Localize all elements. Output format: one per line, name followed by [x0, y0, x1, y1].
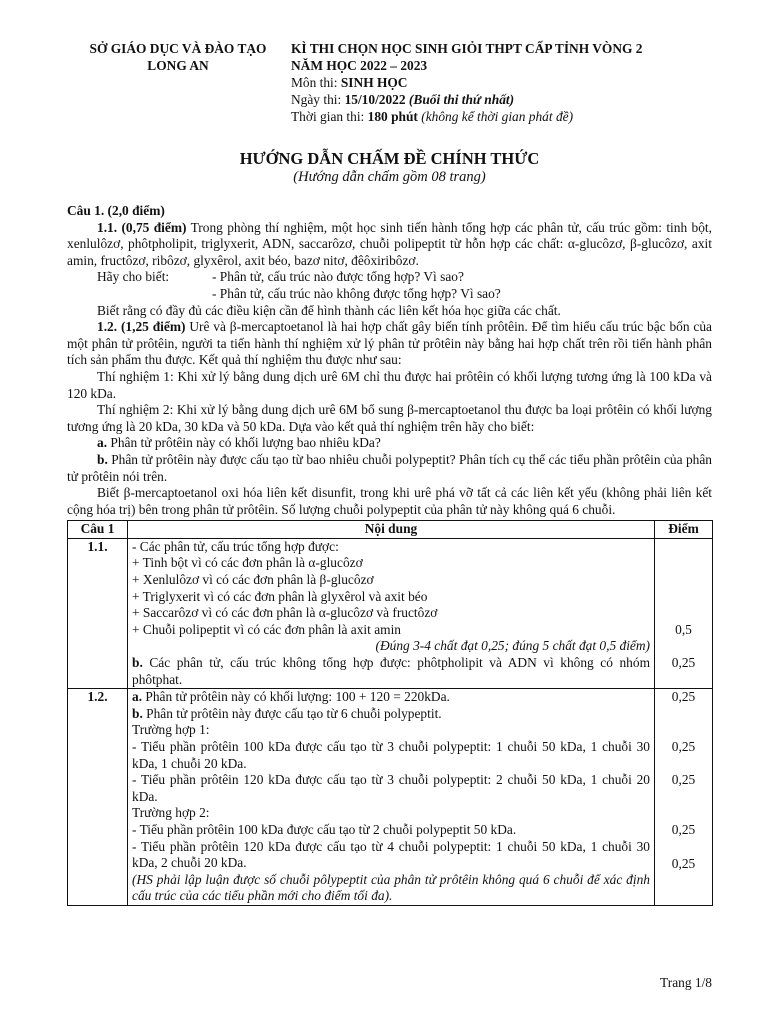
- subject: SINH HỌC: [340, 75, 408, 90]
- department-name: SỞ GIÁO DỤC VÀ ĐÀO TẠO: [89, 41, 267, 56]
- row-score: 0,5 0,25: [655, 538, 713, 688]
- question-1-2: 1.2. (1,25 điểm) Urê và β-mercaptoetanol là hai hợp chất gây biến tính prôtêin. Để tìm hiểu cấu trúc bậc bốn của một phân tử prôtêin, người ta tiến hành thí nghiệm xử lý phân tử prôtêin này bằng hai hợp chất trên rồi tiến hành phân tích sản phẩm thu được. Kết quả thí nghiệm thu được như sau:: [67, 319, 712, 368]
- duration-line: Thời gian thi: 180 phút (không kể thời gian phát đề): [291, 109, 574, 124]
- session-note: (Buổi thi thứ nhất): [405, 92, 515, 107]
- exam-date: 15/10/2022: [344, 92, 406, 107]
- table-row: [68, 689, 713, 906]
- table-header-row: [68, 521, 713, 539]
- exam-name: KÌ THI CHỌN HỌC SINH GIỎI THPT CẤP TỈNH VÒNG 2: [291, 41, 643, 56]
- document-subtitle: (Hướng dẫn chấm gồm 08 trang): [293, 169, 486, 185]
- row-content: a. Phân tử prôtêin này có khối lượng: 100 + 120 = 220kDa. b. Phân tử prôtêin này được cấu tạo từ 6 chuỗi polypeptit. Trường hợp 1: - Tiểu phần prôtêin 100 kDa được cấu tạo từ 3 chuỗi polypeptit: 1 chuỗi 50 kDa, 1 chuỗi 30 kDa, 1 chuỗi 20 kDa. - Tiểu phần prôtêin 120 kDa được cấu tạo từ 3 chuỗi polypeptit: 2 chuỗi 50 kDa, 1 chuỗi 20 kDa. Trường hợp 2: - Tiểu phần prôtêin 100 kDa được cấu tạo từ 2 chuỗi polypeptit 50 kDa. - Tiểu phần prôtêin 120 kDa được cấu tạo từ 4 chuỗi polypeptit: 1 chuỗi 50 kDa, 1 chuỗi 30 kDa, 2 chuỗi 20 kDa. (HS phải lập luận được số chuỗi pôlypeptit của phân tử prôtêin không quá 6 chuỗi để xác định cấu trúc của các tiểu phần mới cho điểm tối đa).: [128, 689, 655, 906]
- condition-note: Biết rằng có đầy đủ các điều kiện cần để hình thành các liên kết hóa học giữa các chất.: [97, 302, 561, 318]
- mercaptoetanol-note: Biết β-mercaptoetanol oxi hóa liên kết disunfit, trong khi urê phá vỡ tất cả các liên kết yếu (không phải liên kết cộng hóa trị) bên trong phân tử prôtêin. Số lượng chuỗi polypeptit của phân tử này không quá 6 chuỗi.: [67, 485, 712, 517]
- experiment-2: Thí nghiệm 2: Khi xử lý bằng dung dịch urê 6M bổ sung β-mercaptoetanol thu được ba loại prôtêin có khối lượng tương ứng là 20 kDa, 30 kDa và 50 kDa. Dựa vào kết quả thí nghiệm trên hãy cho biết:: [67, 402, 712, 434]
- col-header-content: Nội dung: [128, 521, 655, 539]
- scoring-note: (HS phải lập luận được số chuỗi pôlypeptit của phân tử prôtêin không quá 6 chuỗi để xác định cấu trúc của các tiểu phần mới cho điểm tối đa).: [132, 871, 650, 904]
- ask-block: Hãy cho biết: - Phân tử, cấu trúc nào được tổng hợp? Vì sao?: [97, 269, 464, 285]
- exam-info-block: [289, 40, 712, 125]
- page-number: Trang 1/8: [660, 975, 712, 990]
- answer-table: [67, 520, 713, 906]
- col-header-score: Điểm: [655, 521, 713, 539]
- document-header: [67, 40, 712, 125]
- row-content: - Các phân tử, cấu trúc tổng hợp được: + Tinh bột vì có các đơn phân là α-glucôzơ + Xenlulôzơ vì có các đơn phân là β-glucôzơ + Triglyxerit vì có các đơn phân là glyxêrol và axit béo + Saccarôzơ vì có các đơn phân là α-glucôzơ và fructôzơ + Chuỗi polipeptit vì có các đơn phân là axit amin (Đúng 3-4 chất đạt 0,25; đúng 5 chất đạt 0,5 điểm) b. Các phân tử, cấu trúc không tổng hợp được: phôtpholipit và ADN vì không có nhóm phôtphat.: [128, 538, 655, 688]
- ask-block-2: - Phân tử, cấu trúc nào không được tổng hợp? Vì sao?: [212, 285, 501, 301]
- question-1-1: 1.1. (0,75 điểm) Trong phòng thí nghiệm, một học sinh tiến hành tổng hợp các phân tử, cấu trúc gồm: tinh bột, xenlulôzơ, phôtpholipit, triglyxerit, ADN, saccarôzơ, chuỗi polipeptit từ hỗn hợp các chất: α-glucôzơ, β-glucôzơ, axit amin, fructôzơ, ribôzơ, glyxêrol, axit béo, bazơ nitơ, đêôxiribôzơ.: [67, 219, 712, 268]
- province-name: LONG AN: [147, 58, 209, 73]
- col-header-question: Câu 1: [68, 521, 128, 539]
- table-row: [68, 538, 713, 688]
- row-label: 1.1.: [68, 538, 128, 688]
- document-page: [67, 40, 712, 906]
- subject-line: Môn thi: SINH HỌC: [291, 75, 408, 90]
- row-score: 0,25 0,25 0,25 0,25 0,25: [655, 689, 713, 906]
- department-block: [67, 40, 289, 125]
- question-heading: Câu 1. (2,0 điểm): [67, 203, 165, 218]
- document-title: HƯỚNG DẪN CHẤM ĐỀ CHÍNH THỨC: [239, 149, 540, 168]
- duration: 180 phút: [367, 109, 418, 124]
- row-label: 1.2.: [68, 689, 128, 906]
- experiment-1: Thí nghiệm 1: Khi xử lý bằng dung dịch urê 6M chỉ thu được hai prôtêin có khối lượng tương ứng là 100 kDa và 120 kDa.: [67, 368, 712, 401]
- school-year: NĂM HỌC 2022 – 2023: [291, 58, 428, 73]
- sub-question-b: b. Phân tử prôtêin này được cấu tạo từ bao nhiêu chuỗi polypeptit? Phân tích cụ thể các tiểu phần prôtêin của phân tử prôtêin nói trên.: [67, 451, 712, 484]
- date-line: Ngày thi: 15/10/2022 (Buổi thi thứ nhất): [291, 92, 515, 107]
- duration-note: (không kể thời gian phát đề): [417, 109, 574, 124]
- sub-question-a: a. Phân tử prôtêin này có khối lượng bao nhiêu kDa?: [97, 435, 381, 451]
- scoring-note: (Đúng 3-4 chất đạt 0,25; đúng 5 chất đạt 0,5 điểm): [375, 638, 650, 654]
